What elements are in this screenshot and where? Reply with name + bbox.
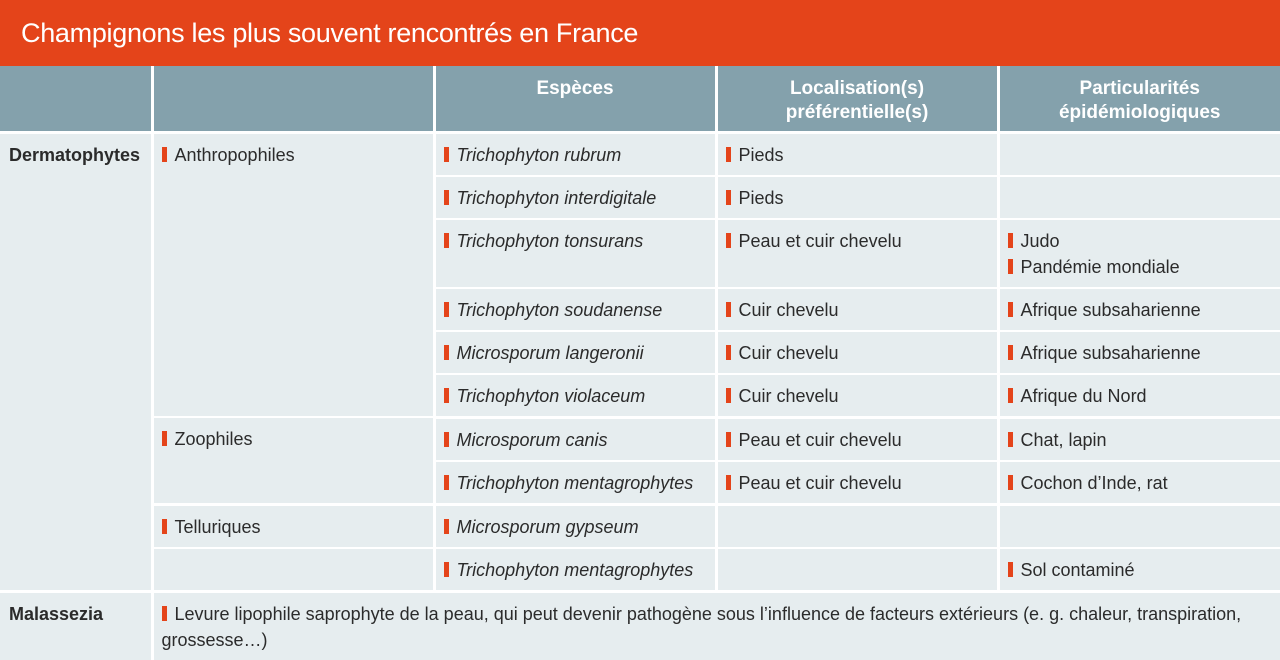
notes-cell [998,132,1280,176]
bullet-icon [444,475,449,490]
bullet-icon [726,302,731,317]
table-row [0,132,1280,176]
group-malassezia-label: Malassezia [9,603,104,624]
location-cell [716,461,998,505]
subgroup-empty-cell [152,548,434,592]
note-text: Judo [1020,230,1060,251]
header-group [0,66,152,132]
note-text: Cochon d’Inde, rat [1020,472,1168,493]
header-epidemiology-line1: Particularités [1079,78,1200,99]
table-row-malassezia [0,591,1280,660]
location-text: Peau et cuir chevelu [738,472,902,493]
note-text: Pandémie mondiale [1020,256,1180,277]
notes-cell [998,288,1280,331]
table-row [0,548,1280,592]
note-text: Afrique subsaharienne [1020,342,1201,363]
location-text: Cuir chevelu [738,299,839,320]
bullet-icon [444,190,449,205]
location-text: Cuir chevelu [738,385,839,406]
header-location-line2: préférentielle(s) [785,102,929,123]
bullet-icon [444,432,449,447]
title-bar [0,0,1280,66]
note-item [1008,228,1273,254]
bullet-icon [726,190,731,205]
species-cell [434,331,716,374]
bullet-icon [726,345,731,360]
location-cell [716,331,998,374]
species-cell [434,132,716,176]
bullet-icon [444,147,449,162]
bullet-icon [162,606,167,621]
species-cell [434,374,716,418]
table-header-row [0,66,1280,132]
notes-cell [998,374,1280,418]
location-text: Peau et cuir chevelu [738,230,902,251]
bullet-icon [1008,432,1013,447]
page-title: Champignons les plus souvent rencontrés en France [21,17,639,48]
malassezia-description: Levure lipophile saprophyte de la peau, qui peut devenir pathogène sous l’influence de facteurs extérieurs (e. g. chaleur, transpiration, grossesse…) [161,603,1242,650]
bullet-icon [162,519,167,534]
bullet-icon [1008,259,1013,274]
location-cell [716,288,998,331]
notes-cell [998,176,1280,219]
bullet-icon [1008,302,1013,317]
notes-cell [998,504,1280,548]
species-name: Trichophyton soudanense [456,299,663,320]
note-text: Afrique subsaharienne [1020,299,1201,320]
species-name: Trichophyton mentagrophytes [456,559,694,580]
group-dermatophytes-label: Dermatophytes [9,144,141,165]
species-name: Trichophyton mentagrophytes [456,472,694,493]
bullet-icon [726,147,731,162]
bullet-icon [1008,233,1013,248]
subgroup-anthropophiles [152,132,434,417]
species-cell [434,219,716,288]
bullet-icon [444,233,449,248]
group-malassezia [0,591,152,660]
bullet-icon [1008,388,1013,403]
species-name: Trichophyton interdigitale [456,187,657,208]
subgroup-zoophiles [152,417,434,504]
species-name: Microsporum canis [456,429,608,450]
bullet-icon [1008,475,1013,490]
bullet-icon [444,519,449,534]
notes-cell [998,331,1280,374]
subgroup-zoophiles-label: Zoophiles [174,429,253,449]
species-name: Microsporum gypseum [456,516,639,537]
species-cell [434,417,716,461]
location-text: Pieds [738,144,784,165]
header-subgroup [152,66,434,132]
location-cell [716,176,998,219]
header-epidemiology [998,66,1280,132]
notes-cell [998,461,1280,505]
location-cell [716,132,998,176]
species-cell [434,461,716,505]
species-cell [434,176,716,219]
fungi-table [0,66,1280,660]
species-cell [434,288,716,331]
table-row [0,417,1280,461]
bullet-icon [726,432,731,447]
subgroup-anthropophiles-label: Anthropophiles [174,144,295,165]
location-cell [716,417,998,461]
header-species-label: Espèces [536,78,614,99]
table-row [0,504,1280,548]
location-cell [716,504,998,548]
header-species [434,66,716,132]
bullet-icon [726,475,731,490]
species-name: Trichophyton violaceum [456,385,646,406]
bullet-icon [1008,562,1013,577]
location-text: Cuir chevelu [738,342,839,363]
note-text: Afrique du Nord [1020,385,1147,406]
species-name: Trichophyton rubrum [456,144,622,165]
bullet-icon [162,147,167,162]
location-text: Pieds [738,187,784,208]
bullet-icon [162,431,167,446]
header-location [716,66,998,132]
notes-cell [998,219,1280,288]
note-item [1008,254,1273,280]
bullet-icon [444,302,449,317]
bullet-icon [726,388,731,403]
bullet-icon [444,388,449,403]
bullet-icon [444,562,449,577]
malassezia-description-cell [152,591,1280,660]
notes-cell [998,548,1280,592]
group-dermatophytes [0,132,152,591]
location-text: Peau et cuir chevelu [738,429,902,450]
header-epidemiology-line2: épidémiologiques [1058,102,1221,123]
notes-cell [998,417,1280,461]
location-cell [716,548,998,592]
location-cell [716,219,998,288]
species-cell [434,504,716,548]
bullet-icon [444,345,449,360]
subgroup-telluriques-label: Telluriques [174,516,261,537]
location-cell [716,374,998,418]
note-text: Chat, lapin [1020,429,1107,450]
species-name: Trichophyton tonsurans [456,230,644,251]
bullet-icon [726,233,731,248]
bullet-icon [1008,345,1013,360]
header-location-line1: Localisation(s) [789,78,925,99]
note-text: Sol contaminé [1020,559,1135,580]
subgroup-telluriques [152,504,434,548]
species-name: Microsporum langeronii [456,342,644,363]
species-cell [434,548,716,592]
